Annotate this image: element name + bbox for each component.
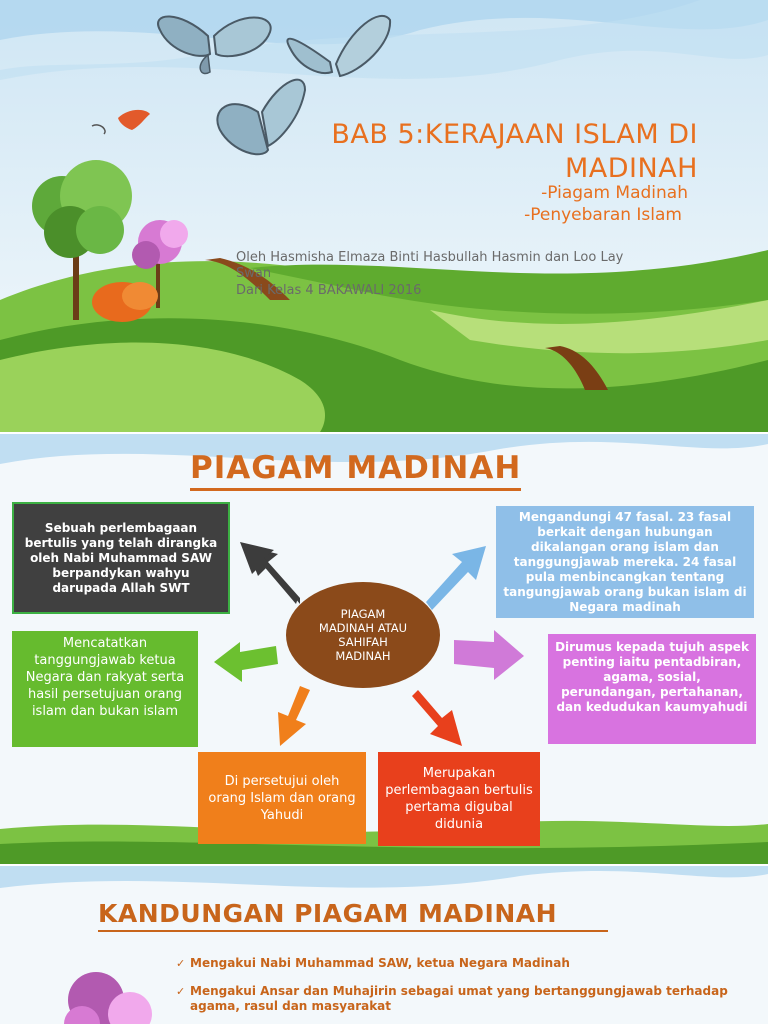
piagam-slide <box>0 434 768 864</box>
title-slide <box>0 0 768 432</box>
fasal-box: Mengandungi 47 fasal. 23 fasal berkait dengan hubungan dikalangan orang islam dan tanggungjawab mereka. 24 fasal pula menbincangkan tentang tangungjawab orang bukan islam di Negara madinah <box>496 506 754 618</box>
list-item-text: Mengakui Ansar dan Muhajirin sebagai umat yang bertanggungjawab terhadap agama, rasul dan masyarakat <box>190 984 728 1013</box>
check-icon: ✓ <box>176 957 186 970</box>
slide-title: PIAGAM MADINAH <box>190 448 521 491</box>
list-item-text: Mengakui Nabi Muhammad SAW, ketua Negara Madinah <box>190 956 570 970</box>
kandungan-slide <box>0 866 768 1024</box>
definition-box: Sebuah perlembagaan bertulis yang telah dirangka oleh Nabi Muhammad SAW berpandykan wahyu darupada Allah SWT <box>12 502 230 614</box>
perlembagaan-box: Merupakan perlembagaan bertulis pertama digubal didunia <box>378 752 540 846</box>
slide-title: KANDUNGAN PIAGAM MADINAH <box>98 898 608 932</box>
center-topic <box>286 582 440 688</box>
aspek-box: Dirumus kepada tujuh aspek penting iaitu pentadbiran, agama, sosial, perundangan, pertahanan, dan kedudukan kaumyahudi <box>548 634 756 744</box>
subtitle-penyebaran: -Penyebaran Islam <box>524 205 682 225</box>
center-topic-label: PIAGAM MADINAH ATAU SAHIFAH MADINAH <box>318 607 408 663</box>
tanggungjawab-box: Mencatatkan tanggungjawab ketua Negara dan rakyat serta hasil persetujuan orang islam dan bukan islam <box>12 631 198 747</box>
slide-title: BAB 5:KERAJAAN ISLAM DI MADINAH <box>331 119 698 184</box>
list-item <box>176 984 730 1014</box>
persetujuan-box: Di persetujui oleh orang Islam dan orang Yahudi <box>198 752 366 844</box>
subtitle-piagam: -Piagam Madinah <box>541 183 688 203</box>
author-line: Oleh Hasmisha Elmaza Binti Hasbullah Hasmin dan Loo Lay Swan <box>236 250 624 281</box>
list-item <box>176 956 730 971</box>
class-line: Dari Kelas 4 BAKAWALI 2016 <box>236 283 422 298</box>
check-icon: ✓ <box>176 985 186 998</box>
